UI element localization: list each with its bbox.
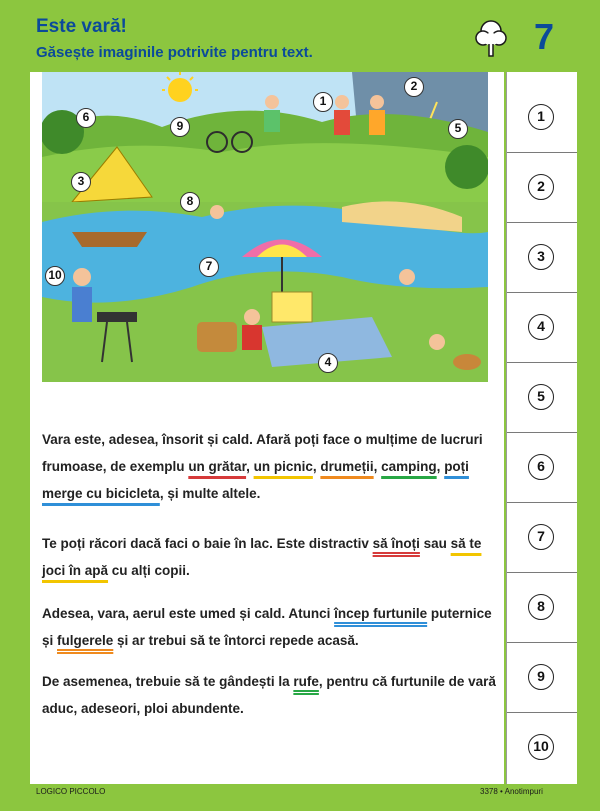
answer-number-6: 6	[528, 454, 554, 480]
page-subtitle: Găsește imaginile potrivite pentru text.	[36, 44, 313, 61]
scene-marker-7: 7	[199, 257, 219, 277]
paragraph-text: sau	[419, 536, 451, 551]
punctuation: ,	[436, 459, 445, 474]
tree-icon	[474, 18, 508, 58]
answer-cell-10	[507, 712, 577, 782]
keyword-lightning: fulgerele	[57, 633, 114, 648]
keyword-laundry: rufe	[293, 674, 319, 689]
paragraph-text: și ar trebui să te întorci repede acasă.	[113, 633, 359, 648]
answer-number-7: 7	[528, 524, 554, 550]
punctuation: ,	[246, 459, 254, 474]
paragraph-text: , pentru că furtunile de vară aduc, adeseori, ploi abundente.	[42, 674, 496, 716]
punctuation: ,	[312, 459, 321, 474]
keyword-bike: poți merge cu bicicleta	[42, 459, 469, 501]
keyword-swim: să înoți	[372, 536, 420, 551]
keyword-camping: camping	[381, 459, 437, 474]
page-title: Este vară!	[36, 16, 127, 37]
answer-cell-2	[507, 152, 577, 223]
paragraph-2	[42, 530, 502, 584]
paragraph-text: Te poți răcori dacă faci o baie în lac. Este distractiv	[42, 536, 373, 551]
paragraph-1	[42, 426, 502, 507]
footer-series: 3378 • Anotimpuri	[480, 787, 543, 796]
scene-marker-3: 3	[71, 172, 91, 192]
answer-cell-8	[507, 572, 577, 643]
answer-number-4: 4	[528, 314, 554, 340]
answer-number-9: 9	[528, 664, 554, 690]
paragraph-4	[42, 668, 502, 722]
answer-number-10: 10	[528, 734, 554, 760]
summer-scene-illustration	[42, 72, 488, 382]
scene-marker-6: 6	[76, 108, 96, 128]
scene-marker-4: 4	[318, 353, 338, 373]
paragraph-3	[42, 600, 502, 654]
scene-marker-5: 5	[448, 119, 468, 139]
answer-number-2: 2	[528, 174, 554, 200]
answer-number-column	[506, 72, 577, 784]
answer-number-3: 3	[528, 244, 554, 270]
keyword-storm: încep furtunile	[334, 606, 428, 621]
answer-cell-7	[507, 502, 577, 573]
scene-marker-1: 1	[313, 92, 333, 112]
header	[0, 0, 600, 72]
page-number: 7	[534, 16, 555, 57]
answer-cell-3	[507, 222, 577, 293]
scene-marker-9: 9	[170, 117, 190, 137]
scene-marker-10: 10	[45, 266, 65, 286]
answer-cell-4	[507, 292, 577, 363]
keyword-picnic: un picnic	[253, 459, 313, 474]
punctuation: ,	[373, 459, 382, 474]
keyword-grill: un grătar	[188, 459, 247, 474]
paragraph-text: Vara este, adesea, însorit și cald. Afară poți face o mulțime de lucruri frumoase, de exemplu	[42, 432, 483, 474]
answer-cell-5	[507, 362, 577, 433]
answer-cell-1	[507, 82, 577, 153]
paragraph-text: De asemenea, trebuie să te gândești la	[42, 674, 294, 689]
paragraph-text: Adesea, vara, aerul este umed și cald. Atunci	[42, 606, 335, 621]
answer-number-5: 5	[528, 384, 554, 410]
scene-marker-8: 8	[180, 192, 200, 212]
scene-marker-2: 2	[404, 77, 424, 97]
paragraph-text: , și multe altele.	[159, 486, 261, 501]
paragraph-text: cu alți copii.	[108, 563, 190, 578]
answer-number-1: 1	[528, 104, 554, 130]
answer-cell-6	[507, 432, 577, 503]
answer-cell-9	[507, 642, 577, 713]
answer-number-8: 8	[528, 594, 554, 620]
paragraph-text: puternice și	[42, 606, 492, 648]
footer-brand: LOGICO PICCOLO	[36, 787, 106, 796]
keyword-play-in-water: să te joci în apă	[42, 536, 482, 578]
keyword-hiking: drumeții	[320, 459, 374, 474]
